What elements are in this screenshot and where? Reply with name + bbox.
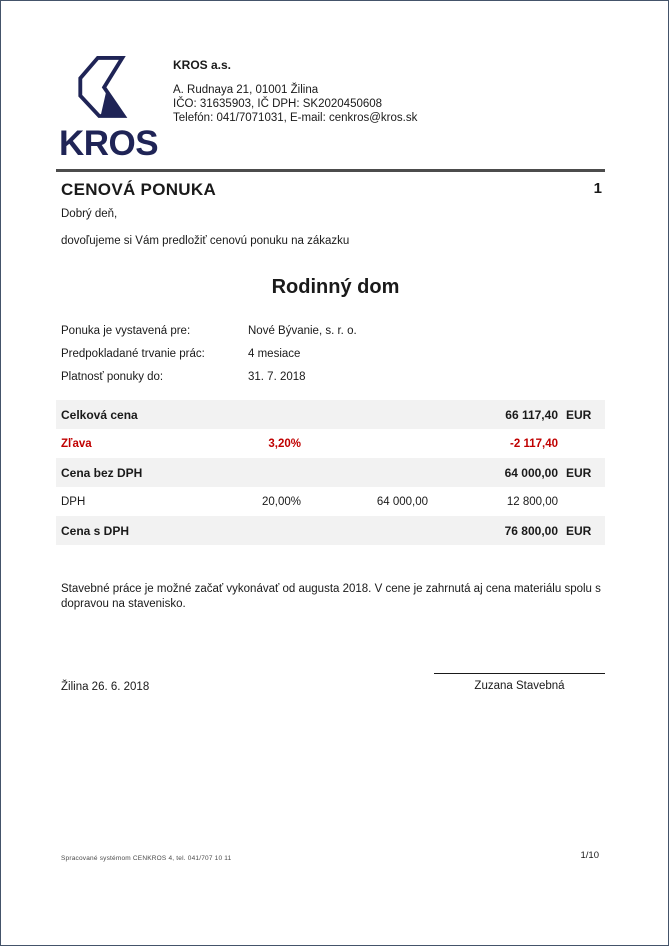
company-info	[173, 58, 417, 125]
price-row-total	[56, 400, 605, 429]
detail-value: 4 mesiace	[248, 348, 301, 360]
note-text: Stavebné práce je možné začať vykonávať od augusta 2018. V cene je zahrnutá aj cena materiálu spolu s dopravou na stavenisko.	[61, 583, 601, 610]
price-amount: 66 117,40	[505, 407, 558, 422]
signature-name: Zuzana Stavebná	[474, 680, 565, 692]
detail-value: 31. 7. 2018	[248, 371, 306, 383]
page-indicator: 1/10	[580, 850, 599, 861]
price-label: Celková cena	[61, 407, 138, 422]
price-label: DPH	[61, 495, 86, 508]
intro-text: dovoľujeme si Vám predložiť cenovú ponuku na zákazku	[61, 235, 350, 247]
price-label: Zľava	[61, 437, 92, 450]
price-currency: EUR	[566, 523, 592, 538]
price-row-net	[56, 458, 605, 487]
greeting-text: Dobrý deň,	[61, 208, 118, 220]
page-title: CENOVÁ PONUKA	[61, 180, 217, 199]
title-row	[56, 180, 605, 200]
offer-number: 1	[593, 180, 602, 197]
detail-label: Platnosť ponuky do:	[61, 371, 164, 383]
kros-logo-wordmark: KROS	[59, 124, 159, 163]
offer-details	[61, 324, 357, 393]
price-currency: EUR	[566, 407, 592, 422]
detail-row	[61, 370, 357, 384]
price-amount: 64 000,00	[504, 465, 558, 480]
detail-label: Ponuka je vystavená pre:	[61, 325, 191, 337]
signature-block	[434, 673, 605, 692]
detail-value: Nové Bývanie, s. r. o.	[248, 325, 357, 337]
price-label: Cena bez DPH	[61, 465, 143, 480]
detail-row	[61, 347, 357, 361]
kros-logo-icon	[63, 53, 141, 123]
place-and-date: Žilina 26. 6. 2018	[61, 681, 150, 693]
price-currency: EUR	[566, 465, 592, 480]
price-summary-table	[56, 400, 605, 545]
project-name: Rodinný dom	[271, 276, 400, 298]
price-amount: 12 800,00	[506, 495, 558, 508]
price-percent: 3,20%	[268, 437, 301, 450]
price-amount: -2 117,40	[510, 437, 558, 450]
header-divider	[56, 169, 605, 172]
price-row-gross	[56, 516, 605, 545]
company-contact: Telefón: 041/7071031, E-mail: cenkros@kros.sk	[173, 112, 418, 124]
company-ids: IČO: 31635903, IČ DPH: SK2020450608	[173, 98, 383, 110]
price-row-vat	[56, 487, 605, 516]
price-amount: 76 800,00	[504, 523, 558, 538]
company-address: A. Rudnaya 21, 01001 Žilina	[173, 84, 319, 96]
footer-software-note: Spracované systémom CENKROS 4, tel. 041/707 10 11	[61, 855, 232, 862]
price-percent: 20,00%	[261, 495, 301, 508]
signature-line	[434, 673, 605, 674]
price-label: Cena s DPH	[61, 523, 130, 538]
company-name: KROS a.s.	[173, 58, 232, 72]
price-base: 64 000,00	[376, 495, 428, 508]
detail-label: Predpokladané trvanie prác:	[61, 348, 205, 360]
detail-row	[61, 324, 357, 338]
price-row-discount	[56, 429, 605, 458]
